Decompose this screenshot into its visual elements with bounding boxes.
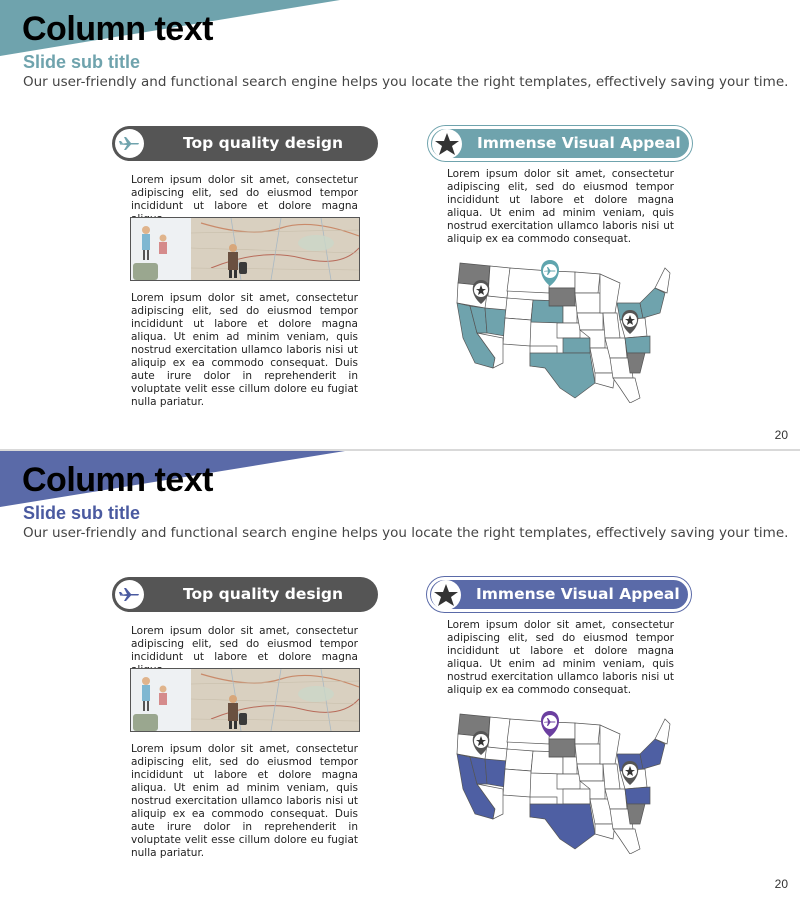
star-icon [432,129,462,159]
page-number: 20 [774,428,788,442]
immense-visual-appeal-banner [428,126,692,161]
pill-heading: Immense Visual Appeal [477,134,681,152]
slide-1 [0,0,800,449]
slide-description: Our user-friendly and functional search engine helps you locate the right templates, effectively saving your time. [23,74,789,90]
top-quality-design-banner [112,126,378,161]
pill-heading: Top quality design [182,585,344,603]
slide-subtitle: Slide sub title [23,503,141,523]
airplane-icon [115,129,144,158]
slide-title: Column text [22,461,213,499]
us-map [455,258,675,403]
top-quality-design-banner [112,577,378,612]
pill-heading: Immense Visual Appeal [476,585,680,603]
travel-photo [130,668,360,732]
immense-visual-appeal-banner [427,577,691,612]
left-intro-text: Lorem ipsum dolor sit amet, consectetur adipiscing elit, sed do eiusmod tempor incididunt ut labore et dolore magna [131,625,358,663]
slide-subtitle: Slide sub title [23,52,141,72]
left-body-text: Lorem ipsum dolor sit amet, consectetur adipiscing elit, sed do eiusmod tempor incididunt ut labore et dolore magna aliqua. Ut enim ad minim veniam, quis nostrud exercitation ullamco laboris nisi ut aliquip ex ea commodo consequat. Duis aute irure dolor in reprehenderit in voluptate velit esse cillum dolore eu fugiat nulla pariatur. [131,292,358,408]
page-number: 20 [774,877,788,891]
left-body-text: Lorem ipsum dolor sit amet, consectetur adipiscing elit, sed do eiusmod tempor incididunt ut labore et dolore magna aliqua. Ut enim ad minim veniam, quis nostrud exercitation ullamco laboris nisi ut aliquip ex ea commodo consequat. Duis aute irure dolor in reprehenderit in voluptate velit esse cillum dolore eu fugiat nulla pariatur. [131,743,358,859]
slide-2 [0,451,800,900]
star-icon [431,580,461,610]
slide-title: Column text [22,10,213,48]
left-intro-text: Lorem ipsum dolor sit amet, consectetur adipiscing elit, sed do eiusmod tempor incididunt ut labore et dolore magna [131,174,358,212]
right-intro-text: Lorem ipsum dolor sit amet, consectetur adipiscing elit, sed do eiusmod tempor incididunt ut labore et dolore magna aliqua. Ut enim ad minim veniam, quis nostrud exercitation ullamco laboris nisi ut aliquip ex ea commodo consequat. [447,168,674,245]
us-map [455,709,675,854]
airplane-icon [115,580,144,609]
travel-photo [130,217,360,281]
right-intro-text: Lorem ipsum dolor sit amet, consectetur adipiscing elit, sed do eiusmod tempor incididunt ut labore et dolore magna aliqua. Ut enim ad minim veniam, quis nostrud exercitation ullamco laboris nisi ut aliquip ex ea commodo consequat. [447,619,674,696]
pill-heading: Top quality design [182,134,344,152]
slide-description: Our user-friendly and functional search engine helps you locate the right templates, effectively saving your time. [23,525,789,541]
